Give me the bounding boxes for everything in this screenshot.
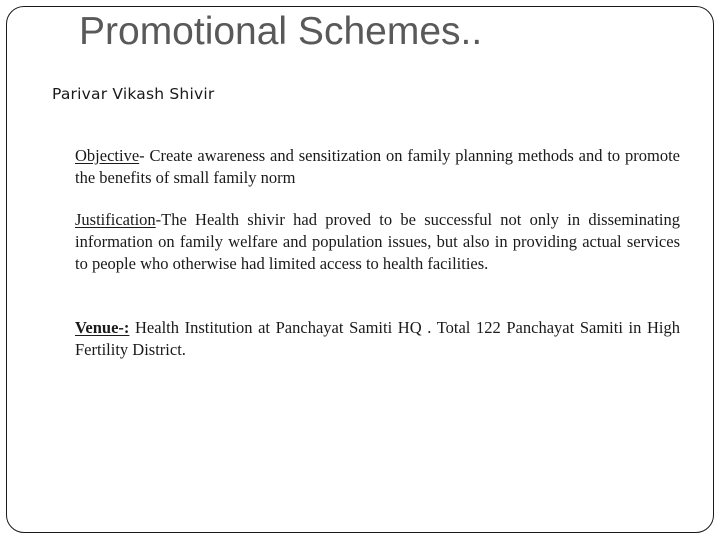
objective-term: Objective xyxy=(75,146,140,165)
venue-text: Health Institution at Panchayat Samiti HQ . Total 122 Panchayat Samiti in High Fertility District. xyxy=(75,318,680,359)
justification-term: Justification xyxy=(75,210,156,229)
slide-subtitle: Parivar Vikash Shivir xyxy=(52,85,215,103)
venue-term: Venue-: xyxy=(75,318,130,337)
slide-title: Promotional Schemes.. xyxy=(79,10,483,53)
justification-paragraph xyxy=(75,209,680,275)
venue-paragraph xyxy=(75,317,680,361)
justification-text: -The Health shivir had proved to be successful not only in disseminating information on family welfare and population issues, but also in providing actual services to people who otherwise had limited access to health facilities. xyxy=(75,210,680,273)
objective-text: - Create awareness and sensitization on family planning methods and to promote the benefits of small family norm xyxy=(75,146,680,187)
objective-paragraph xyxy=(75,145,680,189)
